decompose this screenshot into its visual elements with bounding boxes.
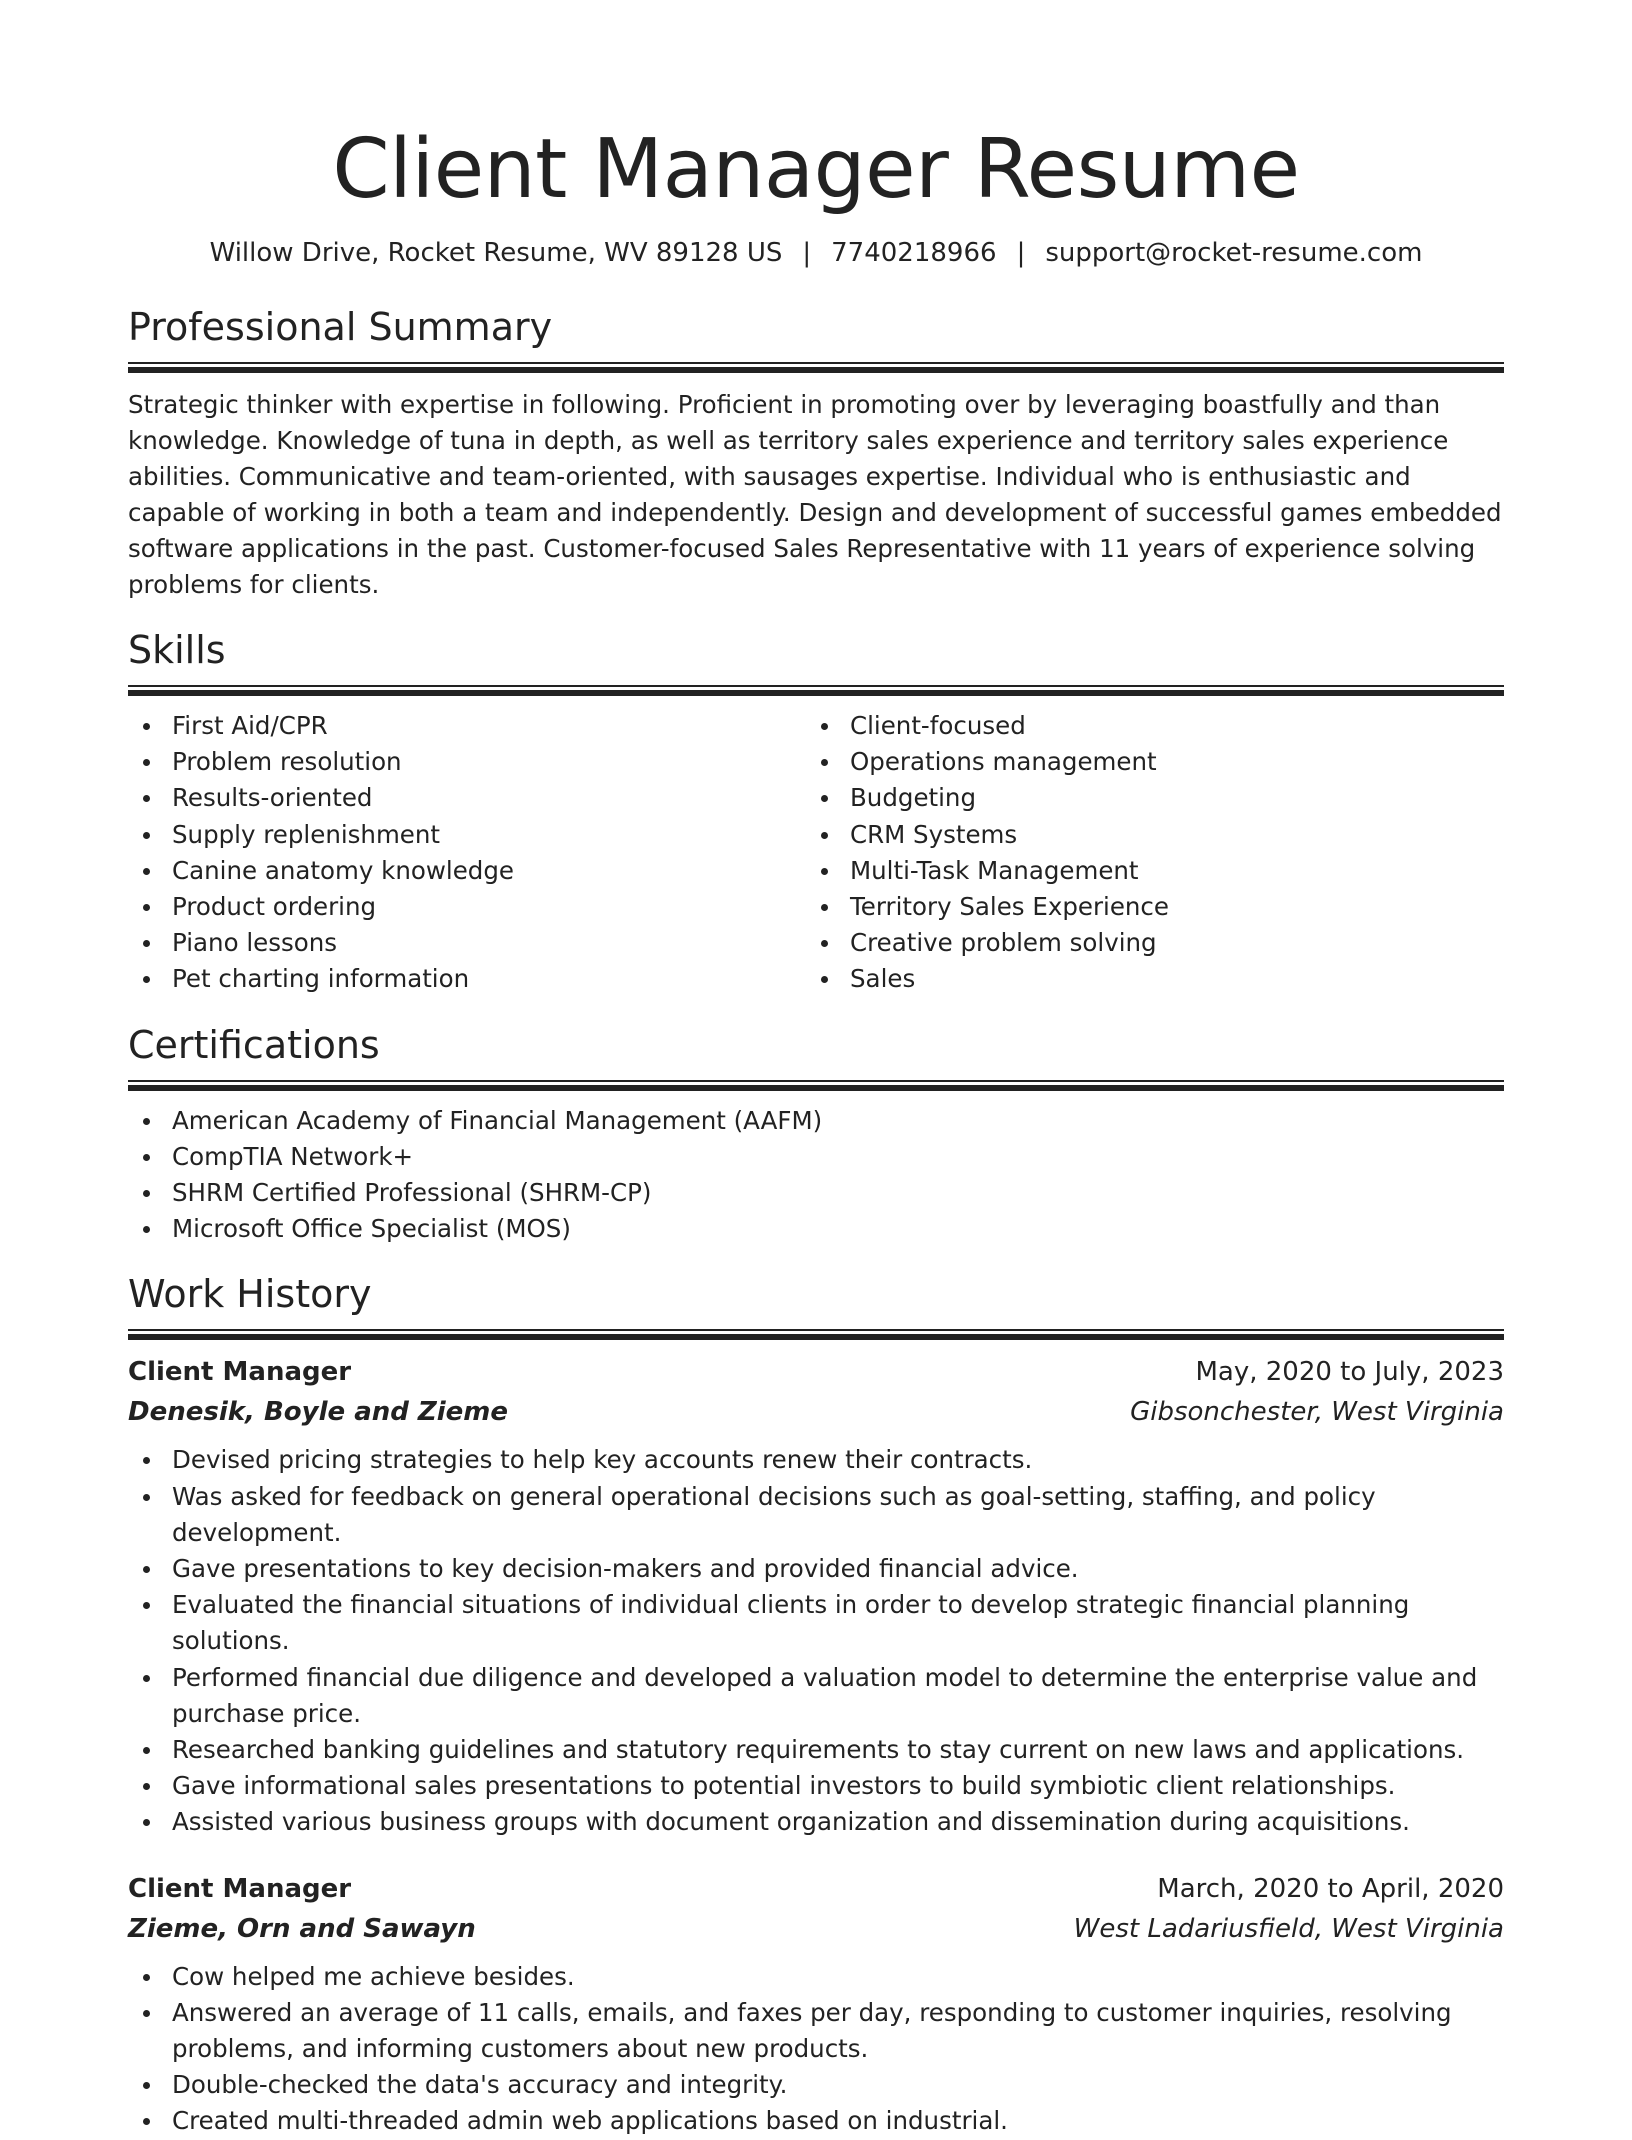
skill-item: Territory Sales Experience bbox=[806, 889, 1504, 925]
contact-phone: 7740218966 bbox=[831, 238, 997, 268]
section-heading-summary: Professional Summary bbox=[128, 305, 553, 349]
job-bullets bbox=[128, 1442, 1504, 1840]
job-bullet: Researched banking guidelines and statutory requirements to stay current on new laws and applications. bbox=[128, 1732, 1504, 1768]
resume-title: Client Manager Resume bbox=[332, 122, 1300, 217]
summary-text: Strategic thinker with expertise in following. Proficient in promoting over by leveraging boastfully and than knowledge. Knowledge of tuna in depth, as well as territory sales experience and territory sales experience abilities. Communicative and team-oriented, with sausages expertise. Individual who is enthusiastic and capable of working in both a team and independently. Design and development of successful games embedded software applications in the past. Customer-focused Sales Representative with 11 years of experience solving problems for clients. bbox=[128, 390, 1502, 599]
job-company: Zieme, Orn and Sawayn bbox=[128, 1913, 476, 1944]
skills-list-right bbox=[806, 708, 1504, 998]
skill-item: CRM Systems bbox=[806, 817, 1504, 853]
job-location: West Ladariusfield, West Virginia bbox=[1073, 1913, 1504, 1944]
job-location: Gibsonchester, West Virginia bbox=[1130, 1397, 1504, 1428]
job-entry bbox=[128, 1869, 1504, 2140]
section-divider bbox=[128, 1080, 1504, 1091]
skill-item: Supply replenishment bbox=[128, 817, 806, 853]
job-subheader-row bbox=[128, 1392, 1504, 1432]
job-bullet: Devised pricing strategies to help key accounts renew their contracts. bbox=[128, 1442, 1504, 1478]
section-heading-skills: Skills bbox=[128, 628, 226, 672]
job-bullet: Created multi-threaded admin web applications based on industrial. bbox=[128, 2103, 1504, 2139]
job-bullet: Performed financial due diligence and developed a valuation model to determine the enterprise value and purchase price. bbox=[128, 1660, 1504, 1732]
job-bullet: Assisted various business groups with document organization and dissemination during acquisitions. bbox=[128, 1804, 1504, 1840]
skill-item: First Aid/CPR bbox=[128, 708, 806, 744]
summary-section bbox=[128, 304, 1504, 603]
certifications-list bbox=[128, 1103, 1504, 1248]
skill-item: Budgeting bbox=[806, 780, 1504, 816]
skill-item: Creative problem solving bbox=[806, 925, 1504, 961]
job-subheader-row bbox=[128, 1909, 1504, 1949]
skill-item: Multi-Task Management bbox=[806, 853, 1504, 889]
certification-item: American Academy of Financial Management (AAFM) bbox=[128, 1103, 1504, 1139]
contact-email: support@rocket-resume.com bbox=[1045, 238, 1423, 268]
skills-grid bbox=[128, 708, 1504, 998]
job-header-row bbox=[128, 1352, 1504, 1392]
job-bullet: Double-checked the data's accuracy and integrity. bbox=[128, 2067, 1504, 2103]
skill-item: Product ordering bbox=[128, 889, 806, 925]
job-bullet: Evaluated the financial situations of individual clients in order to develop strategic financial planning solutions. bbox=[128, 1587, 1504, 1659]
job-title: Client Manager bbox=[128, 1357, 352, 1388]
contact-separator: | bbox=[802, 238, 812, 268]
job-bullet: Cow helped me achieve besides. bbox=[128, 1959, 1504, 1995]
section-heading-certifications: Certifications bbox=[128, 1022, 380, 1067]
job-bullet: Gave presentations to key decision-makers and provided financial advice. bbox=[128, 1551, 1504, 1587]
skills-section bbox=[128, 627, 1504, 998]
certification-item: CompTIA Network+ bbox=[128, 1139, 1504, 1175]
job-dates: May, 2020 to July, 2023 bbox=[1195, 1357, 1504, 1388]
skills-list-left bbox=[128, 708, 806, 998]
skill-item: Canine anatomy knowledge bbox=[128, 853, 806, 889]
skill-item: Sales bbox=[806, 961, 1504, 997]
skill-item: Piano lessons bbox=[128, 925, 806, 961]
job-entry bbox=[128, 1352, 1504, 1840]
skill-item: Client-focused bbox=[806, 708, 1504, 744]
contact-address: Willow Drive, Rocket Resume, WV 89128 US bbox=[209, 238, 783, 268]
job-bullets bbox=[128, 1959, 1504, 2140]
work-history-section bbox=[128, 1271, 1504, 2139]
skill-item: Problem resolution bbox=[128, 744, 806, 780]
job-bullet: Gave informational sales presentations to potential investors to build symbiotic client relationships. bbox=[128, 1768, 1504, 1804]
contact-separator: | bbox=[1016, 238, 1026, 268]
section-heading-work-history: Work History bbox=[128, 1272, 372, 1317]
section-divider bbox=[128, 362, 1504, 373]
job-title: Client Manager bbox=[128, 1873, 352, 1904]
skill-item: Operations management bbox=[806, 744, 1504, 780]
contact-line bbox=[128, 236, 1504, 270]
certifications-section bbox=[128, 1022, 1504, 1248]
certification-item: Microsoft Office Specialist (MOS) bbox=[128, 1211, 1504, 1247]
job-company: Denesik, Boyle and Zieme bbox=[128, 1397, 509, 1428]
job-header-row bbox=[128, 1869, 1504, 1909]
job-bullet: Was asked for feedback on general operational decisions such as goal-setting, staffing, and policy development. bbox=[128, 1479, 1504, 1551]
skill-item: Results-oriented bbox=[128, 780, 806, 816]
job-bullet: Answered an average of 11 calls, emails, and faxes per day, responding to customer inquiries, resolving problems, and informing customers about new products. bbox=[128, 1995, 1504, 2067]
skill-item: Pet charting information bbox=[128, 961, 806, 997]
certification-item: SHRM Certified Professional (SHRM-CP) bbox=[128, 1175, 1504, 1211]
section-divider bbox=[128, 685, 1504, 696]
section-divider bbox=[128, 1329, 1504, 1340]
job-dates: March, 2020 to April, 2020 bbox=[1157, 1873, 1504, 1904]
